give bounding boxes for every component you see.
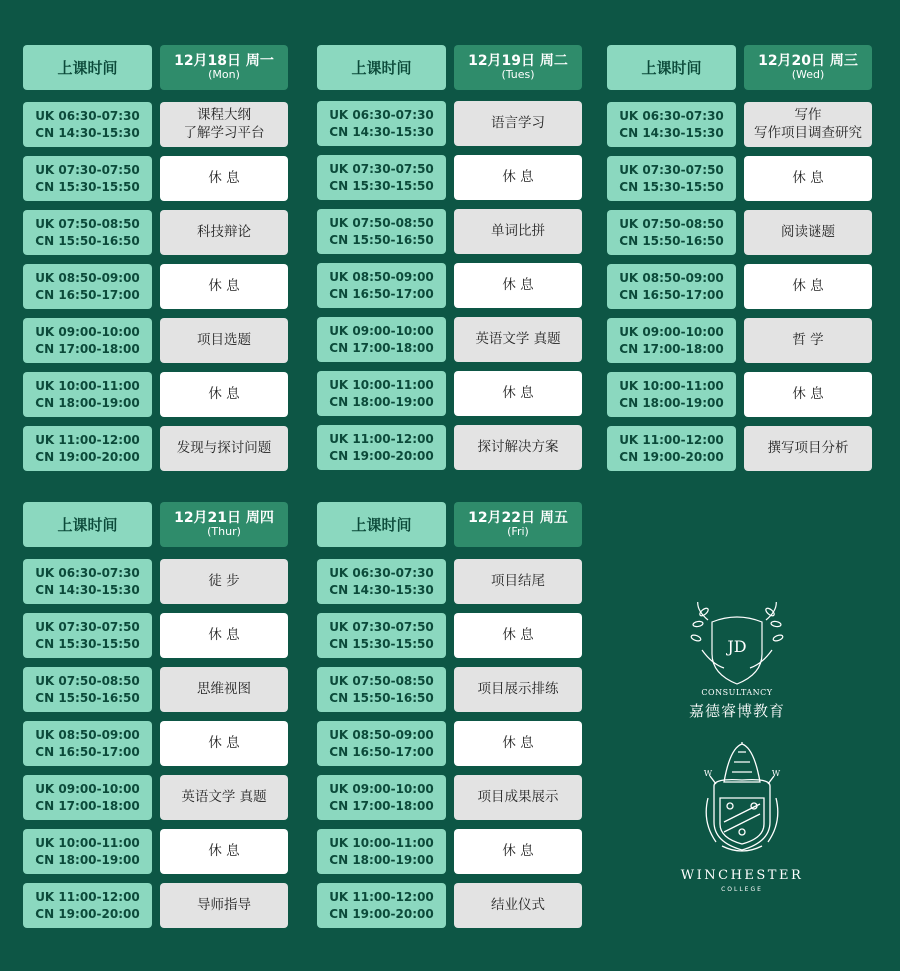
activity-label: 项目选题	[197, 331, 251, 348]
schedule-row	[317, 829, 582, 874]
activity-label: 项目成果展示	[477, 788, 559, 805]
activity-label: 休 息	[208, 626, 240, 643]
schedule-row	[317, 721, 582, 766]
activity-cell	[454, 425, 582, 470]
uk-time: UK 11:00-12:00	[35, 890, 140, 905]
uk-time: UK 07:30-07:50	[35, 163, 140, 178]
activity-label: 结业仪式	[491, 896, 545, 913]
activity-cell	[160, 318, 288, 363]
time-slot	[23, 264, 152, 309]
activity-label: 语言学习	[491, 114, 545, 131]
winchester-college-logo	[672, 742, 812, 892]
time-slot	[317, 667, 446, 712]
activity-label: 项目展示排练	[477, 680, 559, 697]
time-slot	[23, 156, 152, 201]
cn-time: CN 15:30-15:50	[35, 179, 140, 194]
cn-time: CN 18:00-19:00	[619, 395, 724, 410]
activity-label: 休 息	[208, 385, 240, 402]
activity-cell	[454, 559, 582, 604]
schedule-row	[607, 210, 872, 255]
uk-time: UK 10:00-11:00	[35, 379, 140, 394]
activity-cell	[160, 210, 288, 255]
schedule-row	[23, 613, 288, 658]
uk-time: UK 10:00-11:00	[329, 836, 434, 851]
date-header	[454, 45, 582, 90]
time-slot	[23, 210, 152, 255]
jd-mark: JD	[727, 637, 747, 656]
time-slot	[23, 775, 152, 820]
time-slot	[23, 102, 152, 147]
uk-time: UK 07:50-08:50	[35, 217, 140, 232]
uk-time: UK 07:50-08:50	[329, 216, 434, 231]
time-column-header: 上课时间	[607, 45, 736, 90]
time-column-header: 上课时间	[317, 45, 446, 90]
date-label: 12月20日 周三	[758, 53, 858, 70]
activity-label: 休 息	[208, 842, 240, 859]
schedule-row	[607, 156, 872, 201]
uk-time: UK 06:30-07:30	[619, 109, 724, 124]
activity-label: 探讨解决方案	[477, 438, 559, 455]
schedule-row	[23, 667, 288, 712]
winchester-subtitle: COLLEGE	[721, 886, 763, 892]
schedule-row	[317, 263, 582, 308]
uk-time: UK 07:50-08:50	[35, 674, 140, 689]
date-header	[454, 502, 582, 547]
schedule-row	[23, 829, 288, 874]
time-slot	[23, 426, 152, 471]
time-slot	[317, 425, 446, 470]
activity-label: 哲 学	[792, 331, 824, 348]
schedule-row	[317, 101, 582, 146]
jd-consultancy-logo	[682, 602, 792, 722]
schedule-row	[317, 425, 582, 470]
activity-cell	[744, 102, 872, 147]
schedule-row	[23, 372, 288, 417]
weekday-label: (Fri)	[507, 525, 529, 539]
activity-label: 课程大纲	[197, 106, 251, 123]
time-slot	[317, 829, 446, 874]
time-slot	[317, 775, 446, 820]
cn-time: CN 17:00-18:00	[329, 340, 434, 355]
activity-label: 休 息	[502, 626, 534, 643]
cn-time: CN 15:30-15:50	[35, 636, 140, 651]
cn-time: CN 15:50-16:50	[329, 232, 434, 247]
uk-time: UK 10:00-11:00	[329, 378, 434, 393]
time-slot	[23, 318, 152, 363]
activity-label: 休 息	[792, 277, 824, 294]
schedule-row	[317, 775, 582, 820]
schedule-row	[607, 318, 872, 363]
activity-label: 导师指导	[197, 896, 251, 913]
cn-time: CN 16:50-17:00	[329, 744, 434, 759]
activity-label: 休 息	[502, 276, 534, 293]
rest-cell	[160, 829, 288, 874]
activity-label: 休 息	[502, 384, 534, 401]
activity-label: 休 息	[792, 385, 824, 402]
rest-cell	[160, 721, 288, 766]
winchester-name: WINCHESTER	[680, 868, 804, 883]
time-slot	[317, 263, 446, 308]
date-header	[160, 45, 288, 90]
activity-cell	[454, 101, 582, 146]
date-label: 12月18日 周一	[174, 53, 274, 70]
schedule-row	[23, 559, 288, 604]
rest-cell	[454, 829, 582, 874]
activity-cell	[160, 667, 288, 712]
cn-time: CN 15:30-15:50	[619, 179, 724, 194]
cn-time: CN 16:50-17:00	[35, 287, 140, 302]
time-slot	[317, 559, 446, 604]
cn-time: CN 15:50-16:50	[35, 690, 140, 705]
activity-label: 休 息	[502, 842, 534, 859]
uk-time: UK 07:50-08:50	[329, 674, 434, 689]
schedule-row	[317, 155, 582, 200]
weekday-label: (Wed)	[791, 68, 825, 82]
schedule-row	[317, 667, 582, 712]
time-slot	[23, 721, 152, 766]
schedule-row	[317, 317, 582, 362]
uk-time: UK 06:30-07:30	[35, 566, 140, 581]
time-slot	[317, 155, 446, 200]
cn-time: CN 15:50-16:50	[619, 233, 724, 248]
uk-time: UK 07:30-07:50	[619, 163, 724, 178]
time-slot	[607, 318, 736, 363]
time-slot	[317, 883, 446, 928]
cn-time: CN 19:00-20:00	[619, 449, 724, 464]
time-slot	[317, 101, 446, 146]
activity-cell	[744, 210, 872, 255]
activity-cell	[454, 209, 582, 254]
time-slot	[317, 721, 446, 766]
schedule-row	[607, 264, 872, 309]
uk-time: UK 11:00-12:00	[329, 432, 434, 447]
rest-cell	[160, 372, 288, 417]
date-label: 12月21日 周四	[174, 510, 274, 527]
uk-time: UK 08:50-09:00	[329, 728, 434, 743]
cn-time: CN 14:30-15:30	[619, 125, 724, 140]
uk-time: UK 10:00-11:00	[35, 836, 140, 851]
cn-time: CN 18:00-19:00	[329, 394, 434, 409]
cn-time: CN 15:50-16:50	[329, 690, 434, 705]
activity-label: 科技辩论	[197, 223, 251, 240]
rest-cell	[454, 155, 582, 200]
time-column-header: 上课时间	[317, 502, 446, 547]
rest-cell	[160, 156, 288, 201]
weekday-label: (Mon)	[208, 68, 240, 82]
rest-cell	[454, 721, 582, 766]
cn-time: CN 19:00-20:00	[35, 906, 140, 921]
time-slot	[23, 667, 152, 712]
cn-time: CN 17:00-18:00	[35, 341, 140, 356]
activity-cell	[160, 102, 288, 147]
cn-time: CN 17:00-18:00	[35, 798, 140, 813]
activity-label: 阅读谜题	[781, 223, 835, 240]
activity-cell	[454, 775, 582, 820]
activity-label: 发现与探讨问题	[176, 439, 272, 456]
date-header	[744, 45, 872, 90]
uk-time: UK 08:50-09:00	[35, 271, 140, 286]
schedule-row	[23, 102, 288, 147]
uk-time: UK 09:00-10:00	[35, 325, 140, 340]
date-header	[160, 502, 288, 547]
activity-label: 休 息	[502, 168, 534, 185]
activity-label: 英语文学 真题	[475, 330, 561, 347]
cn-time: CN 15:30-15:50	[329, 636, 434, 651]
time-slot	[317, 371, 446, 416]
time-slot	[23, 613, 152, 658]
cn-time: CN 16:50-17:00	[619, 287, 724, 302]
schedule-row	[23, 156, 288, 201]
activity-cell	[160, 775, 288, 820]
activity-label: 思维视图	[197, 680, 251, 697]
uk-time: UK 08:50-09:00	[329, 270, 434, 285]
time-slot	[317, 209, 446, 254]
uk-time: UK 08:50-09:00	[619, 271, 724, 286]
rest-cell	[744, 156, 872, 201]
schedule-row	[317, 883, 582, 928]
weekday-label: (Thur)	[207, 525, 241, 539]
activity-label: 休 息	[502, 734, 534, 751]
activity-label: 写作项目调查研究	[754, 124, 862, 141]
uk-time: UK 07:30-07:50	[329, 620, 434, 635]
schedule-row	[23, 264, 288, 309]
schedule-row	[317, 613, 582, 658]
time-slot	[607, 264, 736, 309]
cn-time: CN 16:50-17:00	[329, 286, 434, 301]
rest-cell	[160, 613, 288, 658]
activity-cell	[744, 426, 872, 471]
uk-time: UK 07:30-07:50	[35, 620, 140, 635]
activity-cell	[454, 667, 582, 712]
cn-time: CN 15:30-15:50	[329, 178, 434, 193]
schedule-row	[23, 318, 288, 363]
uk-time: UK 07:50-08:50	[619, 217, 724, 232]
jd-subtitle: CONSULTANCY	[701, 688, 773, 697]
cn-time: CN 14:30-15:30	[35, 582, 140, 597]
weekday-label: (Tues)	[501, 68, 535, 82]
activity-label: 单词比拼	[491, 222, 545, 239]
time-slot	[607, 156, 736, 201]
time-slot	[23, 372, 152, 417]
date-label: 12月22日 周五	[468, 510, 568, 527]
activity-cell	[454, 883, 582, 928]
activity-cell	[744, 318, 872, 363]
activity-label: 写作	[794, 106, 822, 123]
cn-time: CN 18:00-19:00	[35, 852, 140, 867]
activity-label: 撰写项目分析	[767, 439, 849, 456]
rest-cell	[744, 372, 872, 417]
cn-time: CN 19:00-20:00	[329, 448, 434, 463]
time-slot	[607, 426, 736, 471]
schedule-row	[23, 883, 288, 928]
cn-time: CN 16:50-17:00	[35, 744, 140, 759]
rest-cell	[744, 264, 872, 309]
jd-name: 嘉德睿博教育	[688, 702, 786, 720]
activity-cell	[160, 426, 288, 471]
activity-cell	[160, 883, 288, 928]
rest-cell	[160, 264, 288, 309]
cn-time: CN 14:30-15:30	[35, 125, 140, 140]
activity-label: 项目结尾	[491, 572, 545, 589]
uk-time: UK 09:00-10:00	[619, 325, 724, 340]
schedule-row	[23, 426, 288, 471]
uk-time: UK 07:30-07:50	[329, 162, 434, 177]
rest-cell	[454, 371, 582, 416]
uk-time: UK 11:00-12:00	[35, 433, 140, 448]
time-slot	[23, 829, 152, 874]
schedule-row	[317, 371, 582, 416]
cn-time: CN 14:30-15:30	[329, 124, 434, 139]
uk-time: UK 09:00-10:00	[329, 782, 434, 797]
time-column-header: 上课时间	[23, 502, 152, 547]
schedule-row	[607, 372, 872, 417]
activity-cell	[454, 317, 582, 362]
time-slot	[317, 317, 446, 362]
cn-time: CN 19:00-20:00	[329, 906, 434, 921]
svg-text:W: W	[703, 769, 713, 778]
uk-time: UK 10:00-11:00	[619, 379, 724, 394]
activity-label: 休 息	[208, 169, 240, 186]
date-label: 12月19日 周二	[468, 53, 568, 70]
uk-time: UK 08:50-09:00	[35, 728, 140, 743]
activity-label: 休 息	[792, 169, 824, 186]
svg-text:W: W	[771, 769, 781, 778]
time-slot	[607, 210, 736, 255]
schedule-row	[23, 210, 288, 255]
activity-label: 英语文学 真题	[181, 788, 267, 805]
schedule-row	[317, 209, 582, 254]
time-slot	[607, 372, 736, 417]
cn-time: CN 17:00-18:00	[329, 798, 434, 813]
cn-time: CN 18:00-19:00	[329, 852, 434, 867]
time-slot	[607, 102, 736, 147]
uk-time: UK 11:00-12:00	[619, 433, 724, 448]
activity-label: 休 息	[208, 734, 240, 751]
time-slot	[23, 883, 152, 928]
cn-time: CN 14:30-15:30	[329, 582, 434, 597]
schedule-row	[23, 775, 288, 820]
rest-cell	[454, 613, 582, 658]
activity-label: 休 息	[208, 277, 240, 294]
activity-label: 徒 步	[208, 572, 240, 589]
time-column-header: 上课时间	[23, 45, 152, 90]
activity-label: 了解学习平台	[183, 124, 265, 141]
schedule-row	[607, 102, 872, 147]
uk-time: UK 06:30-07:30	[35, 109, 140, 124]
rest-cell	[454, 263, 582, 308]
uk-time: UK 09:00-10:00	[35, 782, 140, 797]
time-slot	[317, 613, 446, 658]
schedule-row	[317, 559, 582, 604]
cn-time: CN 15:50-16:50	[35, 233, 140, 248]
cn-time: CN 19:00-20:00	[35, 449, 140, 464]
uk-time: UK 06:30-07:30	[329, 566, 434, 581]
schedule-row	[23, 721, 288, 766]
uk-time: UK 09:00-10:00	[329, 324, 434, 339]
schedule-row	[607, 426, 872, 471]
cn-time: CN 17:00-18:00	[619, 341, 724, 356]
time-slot	[23, 559, 152, 604]
cn-time: CN 18:00-19:00	[35, 395, 140, 410]
uk-time: UK 06:30-07:30	[329, 108, 434, 123]
uk-time: UK 11:00-12:00	[329, 890, 434, 905]
activity-cell	[160, 559, 288, 604]
